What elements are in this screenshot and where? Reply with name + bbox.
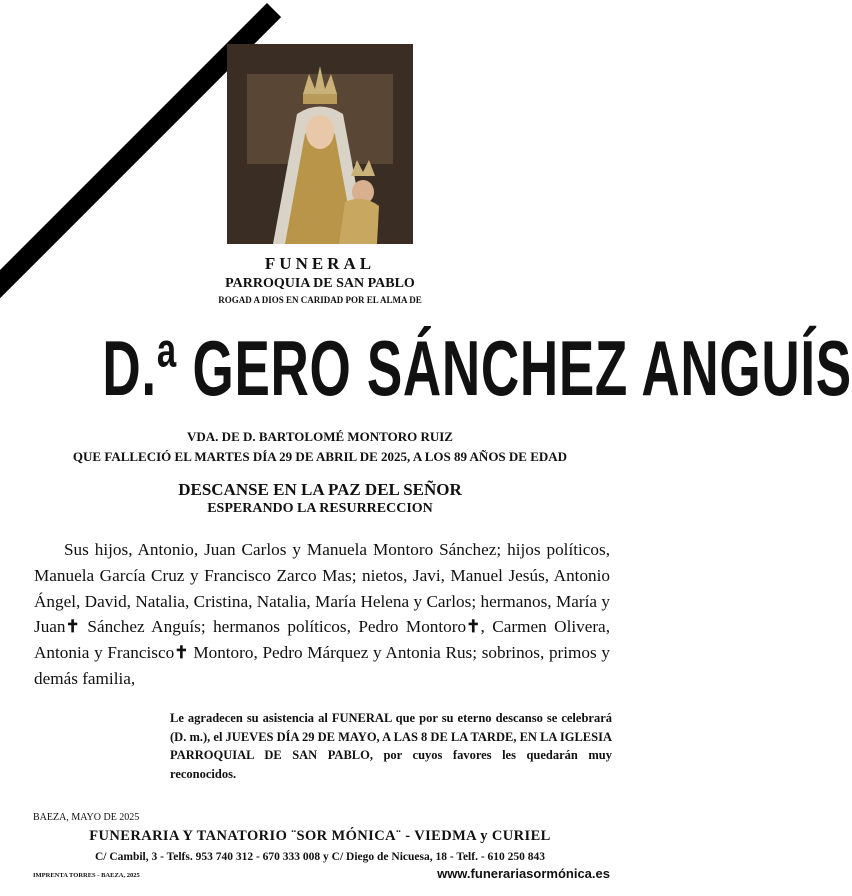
funeral-notice: Le agradecen su asistencia al FUNERAL que por su eterno descanso se celebrará (D. m.), el JUEVES DÍA 29 DE MAYO, A LAS 8 DE LA TARDE, EN LA IGLESIA PARROQUIAL DE SAN PABLO, por cuyos favores les quedarán muy reconocidos. bbox=[170, 711, 612, 781]
family-text-4: Montoro, Pedro Márquez y Antonia Rus; sobrinos, primos y demás familia, bbox=[34, 643, 610, 688]
cross-icon: ✝ bbox=[65, 617, 80, 637]
death-note: QUE FALLECIÓ EL MARTES DÍA 29 DE ABRIL DE 2025, A LOS 89 AÑOS DE EDAD bbox=[72, 449, 568, 464]
family-text-3: , Carmen Olivera, Antonia y Francisco bbox=[34, 617, 610, 663]
virgin-image bbox=[227, 44, 413, 244]
funeral-heading: FUNERAL bbox=[264, 254, 376, 273]
cross-icon: ✝ bbox=[466, 617, 481, 637]
blessing-line-1: DESCANSE EN LA PAZ DEL SEÑOR bbox=[178, 480, 462, 499]
cross-icon: ✝ bbox=[174, 643, 189, 663]
family-paragraph bbox=[34, 537, 610, 692]
parish-name: PARROQUIA DE SAN PABLO bbox=[225, 276, 415, 291]
issue-date: BAEZA, MAYO DE 2025 bbox=[33, 812, 140, 823]
blessing-line-2: ESPERANDO LA RESURRECCION bbox=[207, 501, 433, 516]
website-link[interactable]: www.funerariasormónica.es bbox=[437, 866, 610, 881]
printer-credit: IMPRENTA TORRES - BAEZA, 2025 bbox=[33, 872, 140, 879]
funeral-home-name: FUNERARIA Y TANATORIO ¨SOR MÓNICA¨ - VIEDMA y CURIEL bbox=[89, 828, 551, 844]
prayer-line: ROGAD A DIOS EN CARIDAD POR EL ALMA DE bbox=[218, 295, 422, 305]
funeral-home-address: C/ Cambil, 3 - Telfs. 953 740 312 - 670 333 008 y C/ Diego de Nicuesa, 18 - Telf. - 610 250 843 bbox=[94, 851, 546, 863]
widow-of: VDA. DE D. BARTOLOMÉ MONTORO RUIZ bbox=[187, 429, 453, 444]
family-text-1: Sus hijos, Antonio, Juan Carlos y Manuela Montoro Sánchez; hijos políticos, Manuela García Cruz y Francisco Zarco Mas; nietos, Javi, Manuel Jesús, Antonio Ángel, David, Natalia, Cristina, Natalia, María Helena y Carlos; hermanos, María y Juan bbox=[34, 540, 610, 637]
deceased-name: D.ª GERO SÁNCHEZ ANGUÍS bbox=[102, 324, 852, 412]
family-text-2: Sánchez Anguís; hermanos políticos, Pedro Montoro bbox=[79, 617, 467, 637]
